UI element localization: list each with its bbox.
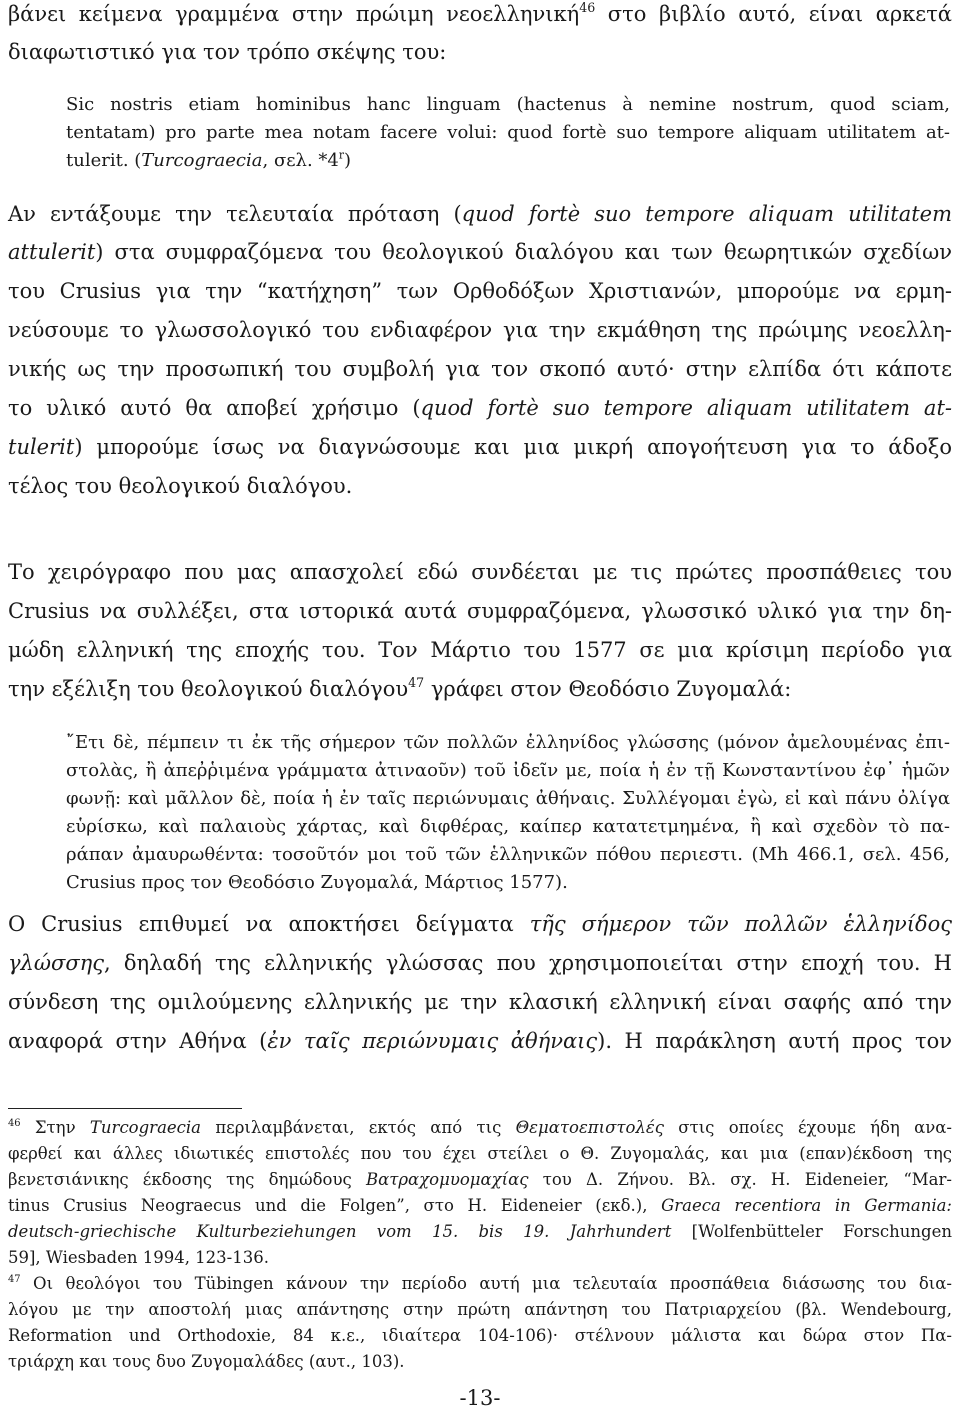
footnote-divider [8, 1108, 242, 1109]
footnote-47-line: Reformation und Orthodoxie, 84 κ.ε., ιδιαίτερα 104-106)· στέλνουν μάλιστα και δώρα στον Πα- [8, 1326, 952, 1345]
text-line: αναφορά στην Αθήνα (ἐν ταῖς περιώνυμαις ἀθήναις). Η παράκληση αυτή προς τον [8, 1029, 953, 1053]
text-line: attulerit) στα συμφραζόμενα του θεολογικού διαλόγου και των θεωρητικών σχεδίων [8, 240, 952, 264]
text-line: tulerit) μπορούμε ίσως να διαγνώσουμε και μια μικρή απογοήτευση για το άδοξο [8, 435, 952, 459]
text-line: βάνει κείμενα γραμμένα στην πρώιμη νεοελληνική$^{46}$ στο βιβλίο αυτό, είναι αρκετά [8, 0, 952, 26]
text-line: τέλος του θεολογικού διαλόγου. [8, 474, 353, 498]
text-line: μώδη ελληνική της εποχής του. Τον Μάρτιο του 1577 σε μια κρίσιμη περίοδο για [8, 638, 952, 662]
greek-quote-line: στολὰς, ἢ ἀπεῤῥιμένα γράμματα ἀτιναοῦν) τοῦ ἰδεῖν με, ποία ἡ ἐν τῇ Κωνσταντίνου ἐφ᾿ ἡμῶν [66, 760, 950, 781]
text-line: νεύσουμε το γλωσσολογικό του ενδιαφέρον για την εκμάθηση της πρώιμης νεοελλη- [8, 318, 952, 342]
greek-quote-line: ράπαν ἀμαυρωθέντα: τοσοῦτόν μοι τοῦ τῶν ἑλληνικῶν πόθου περιεστι. (Mh 466.1, σελ. 456, [66, 844, 950, 865]
greek-quote-line: φωνῇ: καὶ μᾶλλον δὲ, ποία ἡ ἐν ταῖς περιώνυμαις ἀθήναις. Συλλέγομαι ἐγὼ, εἰ καὶ πάνυ ὀλίγα [66, 788, 950, 809]
text-line: το υλικό αυτό θα αποβεί χρήσιμο (quod fortè suo tempore aliquam utilitatem at- [8, 396, 952, 420]
footnote-46-line: deutsch-griechische Kulturbeziehungen vom 15. bis 19. Jahrhundert [Wolfenbütteler Forschungen [8, 1222, 952, 1241]
text-line: Ο Crusius επιθυμεί να αποκτήσει δείγματα τῆς σήμερον τῶν πολλῶν ἑλληνίδος [8, 912, 952, 936]
latin-quote-line: tentatam) pro parte mea notam facere volui: quod fortè suo tempore aliquam utilitatem at- [66, 122, 950, 143]
footnote-46-line: φερθεί και άλλες ιδιωτικές επιστολές που του έχει στείλει ο Θ. Ζυγομαλάς, και μια (επαν)έκδοση της [8, 1144, 952, 1163]
text-line: την εξέλιξη του θεολογικού διαλόγου$^{47}$ γράφει στον Θεοδόσιο Ζυγομαλά: [8, 675, 792, 701]
footnote-47-line: τριάρχη και τους δυο Ζυγομαλάδες (αυτ., 103). [8, 1352, 405, 1371]
footnote-number: 46 [8, 1118, 21, 1130]
text-line: σύνδεση της ομιλούμενης ελληνικής με την κλασική ελληνική είναι σαφής από την [8, 990, 952, 1014]
text-line: διαφωτιστικό για τον τρόπο σκέψης του: [8, 40, 447, 64]
footnote-number: 47 [8, 1274, 21, 1286]
footnote-46-line: 59], Wiesbaden 1994, 123-136. [8, 1248, 269, 1267]
text-line: Crusius να συλλέξει, στα ιστορικά αυτά συμφραζόμενα, γλωσσικό υλικό για την δη- [8, 599, 952, 623]
text-line: Το χειρόγραφο που μας απασχολεί εδώ συνδέεται με τις πρώτες προσπάθειες του [8, 560, 952, 584]
footnote-46-line: $^{46}$ Στην Turcograecia περιλαμβάνεται, εκτός από τις Θεματοεπιστολές στις οποίες έχουμε ήδη ανα- [8, 1118, 952, 1137]
page-number: -13- [459, 1386, 501, 1410]
footnote-46-line: tinus Crusius Neograecus und die Folgen”, στο H. Eideneier (εκδ.), Graeca recentiora in Germania: [8, 1196, 952, 1215]
text-line: του Crusius για την “κατήχηση” των Ορθοδόξων Χριστιανών, μπορούμε να ερμη- [8, 279, 952, 303]
text-line: γλώσσης, δηλαδή της ελληνικής γλώσσας που χρησιμοποιείται στην εποχή του. Η [8, 951, 952, 975]
footnote-47-line: $^{47}$ Οι θεολόγοι του Tübingen κάνουν την περίοδο αυτή μια τελευταία προσπάθεια διάσωσης του δια- [8, 1274, 952, 1293]
text-line: νικής ως την προσωπική του συμβολή για τον σκοπό αυτό· στην ελπίδα ότι κάποτε [8, 357, 952, 381]
latin-quote-line: Sic nostris etiam hominibus hanc linguam (hactenus à nemine nostrum, quod sciam, [66, 94, 950, 115]
greek-quote-line: Crusius προς τον Θεοδόσιο Ζυγομαλά, Μάρτιος 1577). [66, 872, 568, 893]
footnote-ref-47[interactable]: 47 [408, 675, 425, 691]
footnote-ref-46[interactable]: 46 [579, 0, 596, 16]
greek-quote-line: ῎Ετι δὲ, πέμπειν τι ἐκ τῆς σήμερον τῶν πολλῶν ἑλληνίδος γλώσσης (μόνον ἀμελουμένας ἐπι- [66, 732, 950, 753]
latin-quote-line: tulerit. (Turcograecia, σελ. *4$^r$) [66, 148, 352, 171]
text-line: Αν εντάξουμε την τελευταία πρόταση (quod fortè suo tempore aliquam utilitatem [8, 202, 952, 226]
footnote-46-line: βενετσιάνικης έκδοσης της δημώδους Βατραχομυομαχίας του Δ. Ζήνου. Βλ. σχ. H. Eideneier, “Mar- [8, 1170, 952, 1189]
footnote-47-line: λόγου με την αποστολή μιας απάντησης στην πρώτη απάντηση του Πατριαρχείου (βλ. Wendebourg, [8, 1300, 952, 1319]
greek-quote-line: εὑρίσκω, καὶ παλαιοὺς χάρτας, καὶ διφθέρας, καίπερ κατατετμημένα, ἢ καὶ σχεδὸν τὸ πα- [66, 816, 950, 837]
